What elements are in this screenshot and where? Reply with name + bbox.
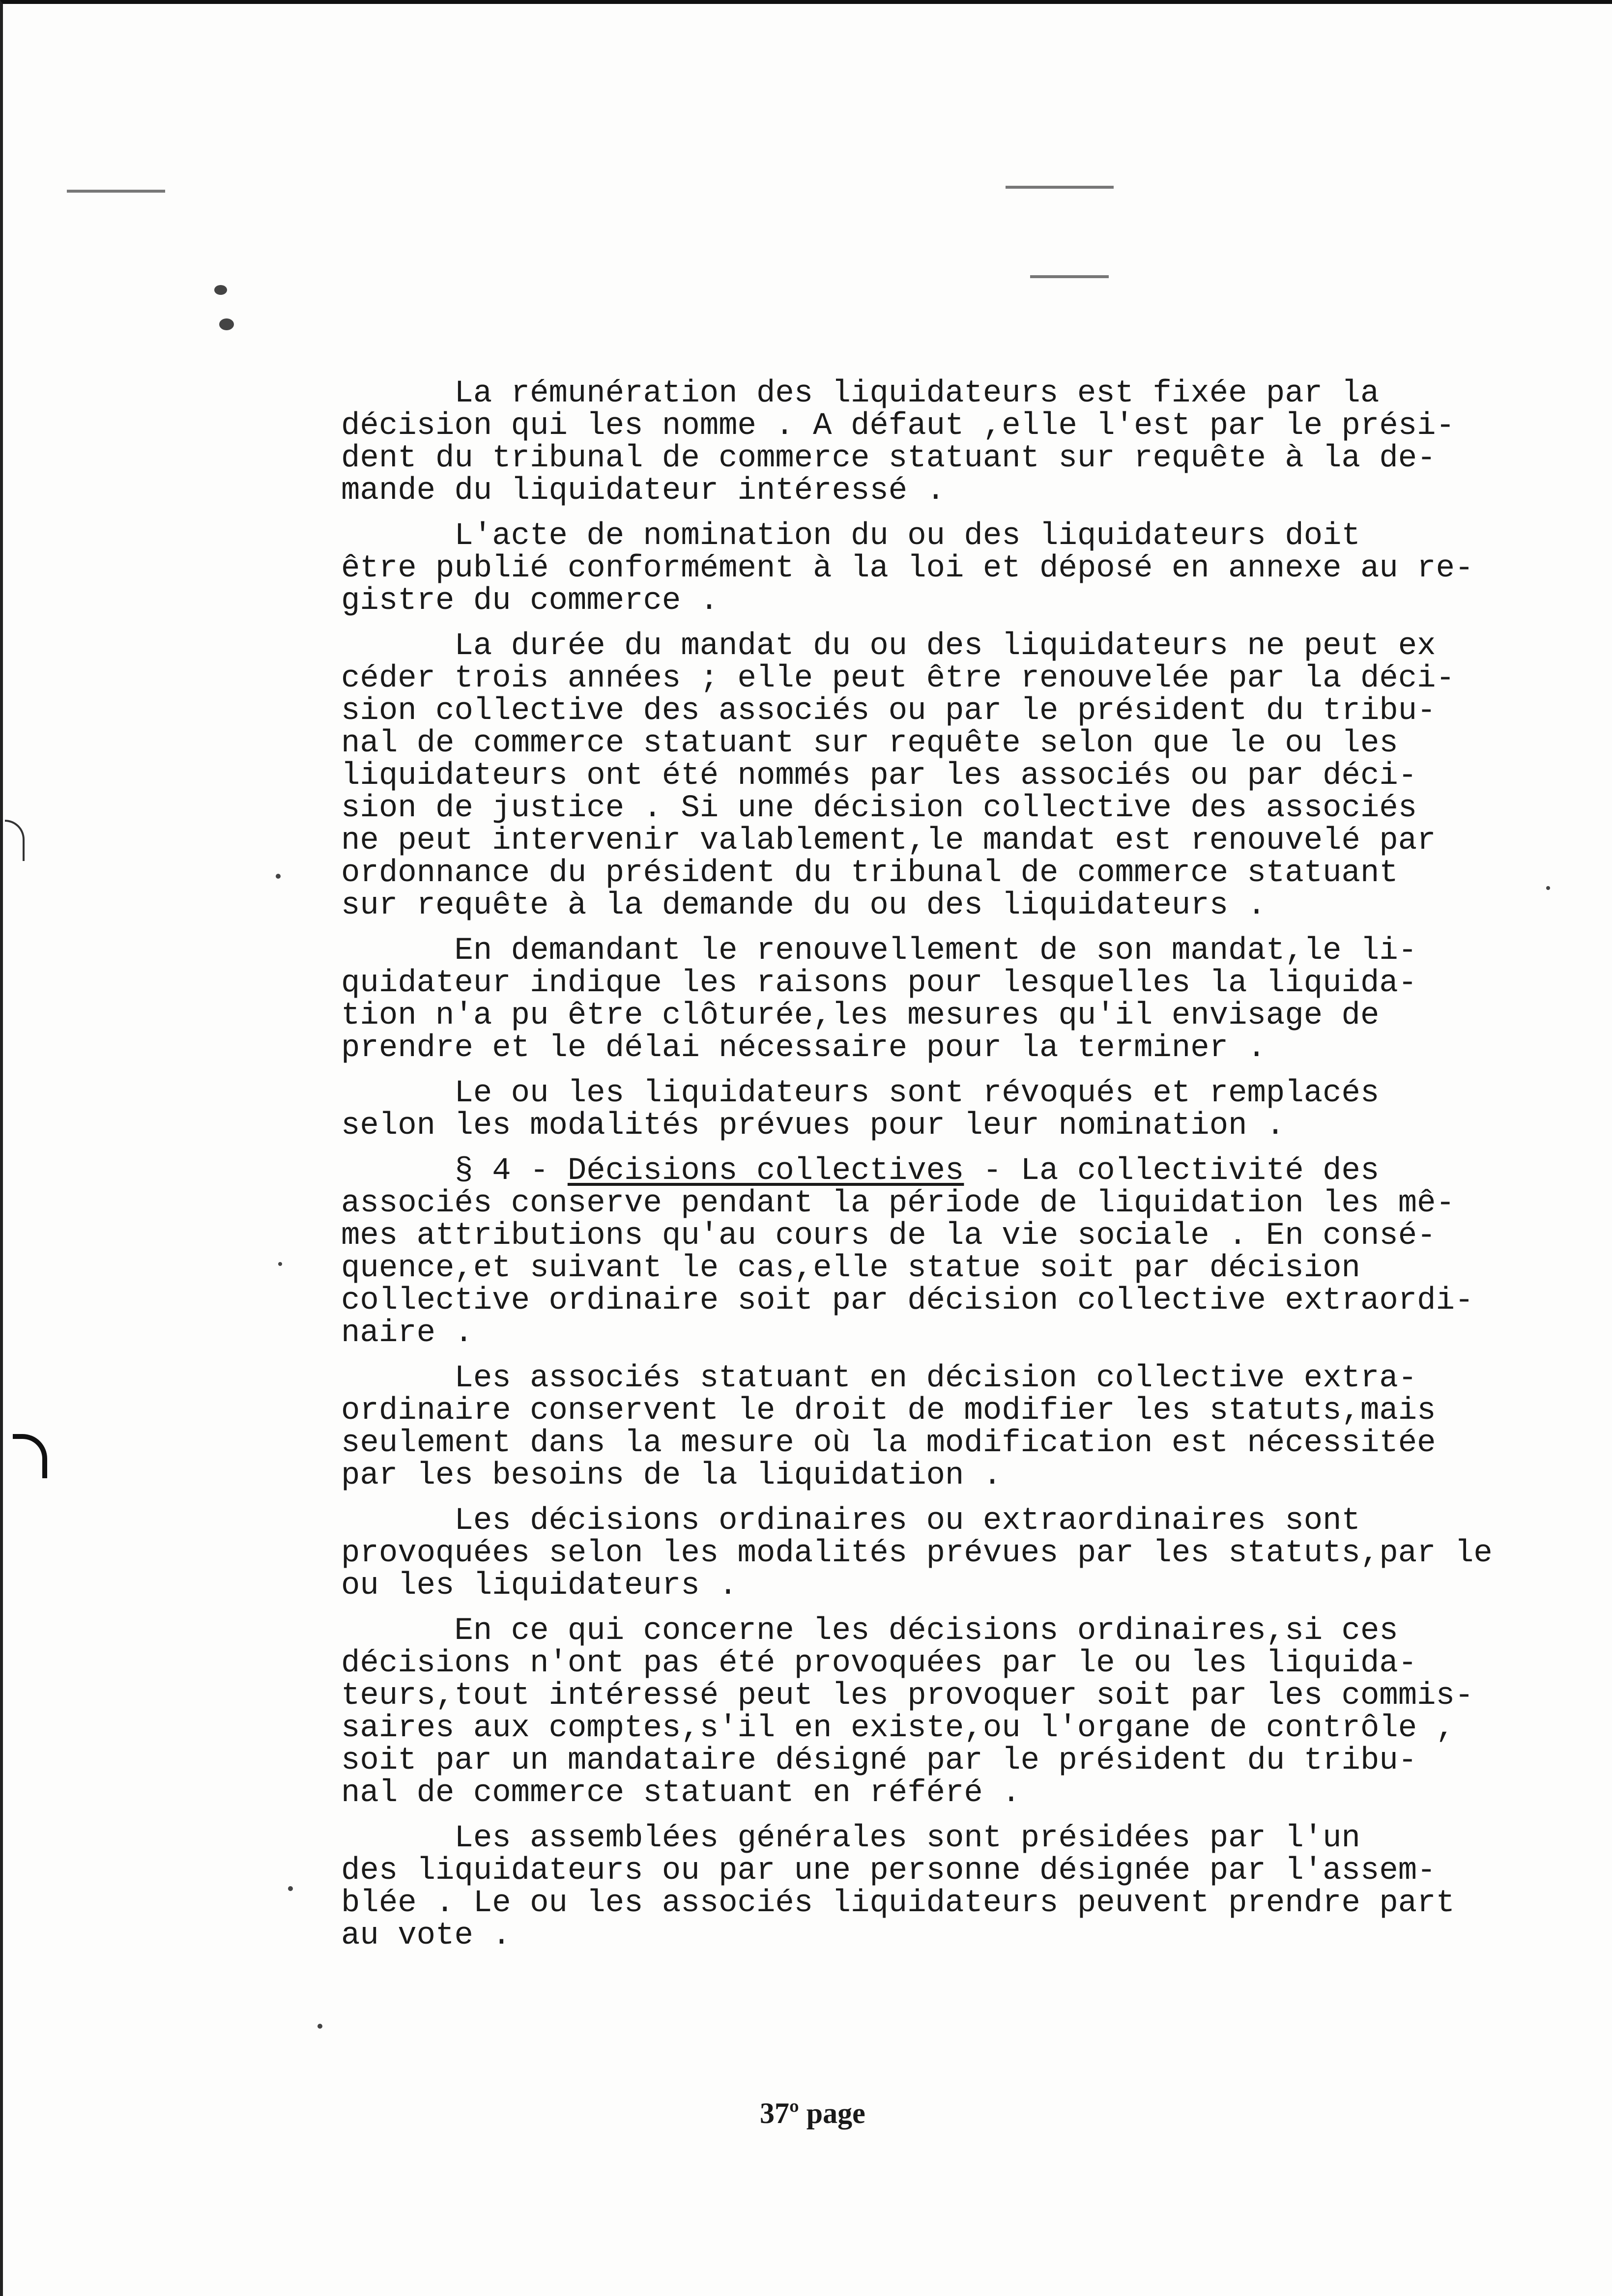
text-line: tion n'a pu être clôturée,les mesures qu'il envisage de bbox=[341, 998, 1380, 1033]
text-line: mes attributions qu'au cours de la vie sociale . En consé- bbox=[341, 1218, 1436, 1254]
section-heading-line bbox=[341, 1155, 1570, 1187]
paragraph-revocation bbox=[341, 1077, 1570, 1142]
text-line: liquidateurs ont été nommés par les associés ou par déci- bbox=[341, 758, 1417, 794]
text-line: selon les modalités prévues pour leur nomination . bbox=[341, 1108, 1285, 1144]
page-number: 37º page bbox=[760, 2097, 865, 2129]
scan-speck bbox=[317, 2024, 322, 2029]
text-line: être publié conformément à la loi et déposé en annexe au re- bbox=[341, 551, 1474, 586]
text-line: ordonnance du président du tribunal de commerce statuant bbox=[341, 856, 1398, 891]
paragraph-decisions-collectives bbox=[341, 1155, 1570, 1349]
paragraph-acte-nomination bbox=[341, 520, 1570, 617]
section-heading-rest: - La collectivité des bbox=[964, 1153, 1380, 1189]
text-line: ne peut intervenir valablement,le mandat est renouvelé par bbox=[341, 823, 1436, 859]
text-line: prendre et le délai nécessaire pour la terminer . bbox=[341, 1031, 1266, 1066]
text-line: au vote . bbox=[341, 1918, 511, 1953]
paragraph-remuneration bbox=[341, 377, 1570, 507]
text-line: En demandant le renouvellement de son mandat,le li- bbox=[341, 933, 1417, 969]
scan-speck bbox=[288, 1886, 293, 1891]
text-line: seulement dans la mesure où la modification est nécessitée bbox=[341, 1426, 1436, 1461]
text-line: Le ou les liquidateurs sont révoqués et remplacés bbox=[341, 1076, 1380, 1111]
paragraph-modification-statuts bbox=[341, 1362, 1570, 1492]
text-line: soit par un mandataire désigné par le président du tribu- bbox=[341, 1743, 1417, 1779]
paragraph-renouvellement bbox=[341, 935, 1570, 1064]
text-line: En ce qui concerne les décisions ordinaires,si ces bbox=[341, 1613, 1398, 1649]
text-line: saires aux comptes,s'il en existe,ou l'organe de contrôle , bbox=[341, 1711, 1455, 1746]
text-line: teurs,tout intéressé peut les provoquer soit par les commis- bbox=[341, 1678, 1474, 1714]
document-body bbox=[341, 377, 1570, 1965]
scan-speck bbox=[276, 874, 281, 879]
text-line: sion de justice . Si une décision collective des associés bbox=[341, 791, 1417, 826]
paragraph-assemblees-generales bbox=[341, 1822, 1570, 1952]
text-line: La rémunération des liquidateurs est fixée par la bbox=[341, 376, 1380, 411]
margin-mark bbox=[13, 1434, 47, 1478]
scan-speck bbox=[278, 1262, 282, 1266]
text-line: provoquées selon les modalités prévues par les statuts,par le bbox=[341, 1536, 1493, 1571]
text-line: La durée du mandat du ou des liquidateurs ne peut ex bbox=[341, 629, 1436, 664]
text-line: décision qui les nomme . A défaut ,elle l'est par le prési- bbox=[341, 408, 1455, 444]
section-number: § 4 - bbox=[341, 1153, 568, 1189]
scan-speck bbox=[214, 285, 227, 295]
text-line: sur requête à la demande du ou des liquidateurs . bbox=[341, 888, 1266, 923]
text-line: par les besoins de la liquidation . bbox=[341, 1458, 1002, 1493]
text-line: mande du liquidateur intéressé . bbox=[341, 473, 945, 509]
text-line: associés conserve pendant la période de liquidation les mê- bbox=[341, 1186, 1455, 1221]
text-line: ou les liquidateurs . bbox=[341, 1568, 738, 1604]
paragraph-decisions-ordinaires bbox=[341, 1615, 1570, 1809]
paragraph-duree-mandat bbox=[341, 630, 1570, 922]
scan-speck bbox=[1006, 186, 1114, 189]
text-line: sion collective des associés ou par le président du tribu- bbox=[341, 693, 1436, 729]
text-line: Les décisions ordinaires ou extraordinaires sont bbox=[341, 1503, 1360, 1539]
text-line: décisions n'ont pas été provoquées par le ou les liquida- bbox=[341, 1646, 1417, 1681]
text-line: gistre du commerce . bbox=[341, 583, 719, 619]
section-title: Décisions collectives bbox=[567, 1153, 964, 1189]
text-line: blée . Le ou les associés liquidateurs peuvent prendre part bbox=[341, 1886, 1455, 1921]
scan-speck bbox=[1030, 275, 1109, 278]
margin-mark bbox=[5, 820, 25, 861]
text-line: nal de commerce statuant en référé . bbox=[341, 1776, 1021, 1811]
scan-speck bbox=[219, 318, 234, 330]
scan-speck bbox=[67, 190, 165, 193]
text-line: céder trois années ; elle peut être renouvelée par la déci- bbox=[341, 661, 1455, 696]
text-line: Les associés statuant en décision collective extra- bbox=[341, 1361, 1417, 1396]
text-line: quence,et suivant le cas,elle statue soit par décision bbox=[341, 1251, 1360, 1286]
text-line: quidateur indique les raisons pour lesquelles la liquida- bbox=[341, 966, 1417, 1001]
text-line: des liquidateurs ou par une personne désignée par l'assem- bbox=[341, 1853, 1436, 1889]
text-line: collective ordinaire soit par décision collective extraordi- bbox=[341, 1283, 1474, 1319]
text-line: dent du tribunal de commerce statuant sur requête à la de- bbox=[341, 441, 1436, 476]
text-line: Les assemblées générales sont présidées par l'un bbox=[341, 1821, 1360, 1856]
paragraph-decisions-provoquees bbox=[341, 1505, 1570, 1602]
text-line: nal de commerce statuant sur requête selon que le ou les bbox=[341, 726, 1398, 761]
text-line: naire . bbox=[341, 1316, 473, 1351]
text-line: ordinaire conservent le droit de modifier les statuts,mais bbox=[341, 1393, 1436, 1429]
text-line: L'acte de nomination du ou des liquidateurs doit bbox=[341, 518, 1360, 554]
